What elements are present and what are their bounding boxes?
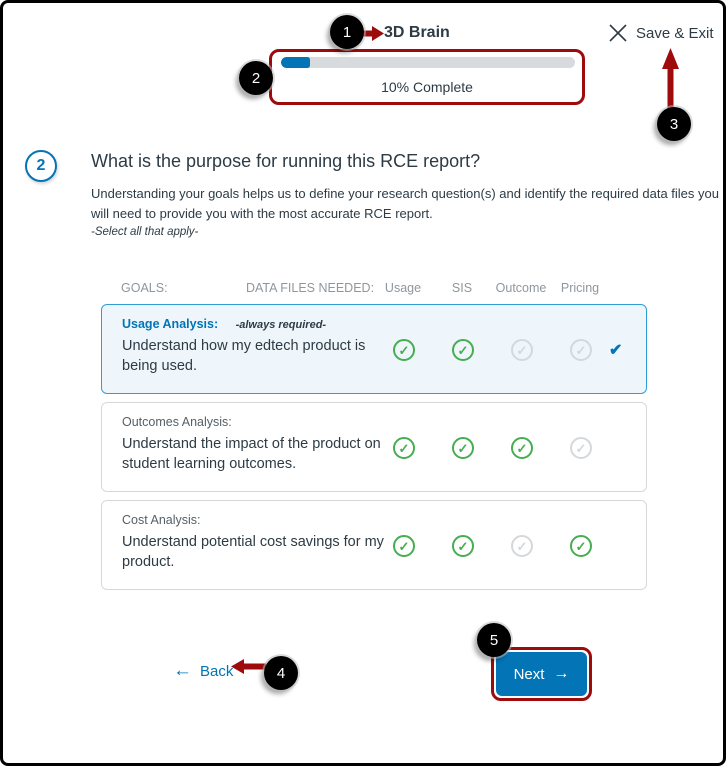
next-annotation-box xyxy=(491,647,592,701)
pricing-check-icon xyxy=(570,535,592,557)
usage-check-icon xyxy=(393,437,415,459)
goals-table xyxy=(101,279,647,598)
close-icon[interactable] xyxy=(609,24,627,42)
usage-check-icon xyxy=(393,535,415,557)
goal-card-cost-analysis[interactable] xyxy=(101,500,647,590)
annotation-badge-5: 5 xyxy=(477,623,511,657)
back-label: Back xyxy=(200,663,234,680)
progress-annotation-box xyxy=(269,49,585,105)
back-button[interactable] xyxy=(173,662,233,681)
annotation-arrow-left-icon xyxy=(231,659,266,674)
goals-column-header: GOALS: xyxy=(121,281,168,295)
sis-check-icon xyxy=(452,535,474,557)
goal-card-description: Understand how my edtech product is being used. xyxy=(122,338,366,374)
annotation-arrow-up-icon xyxy=(662,48,679,111)
progress-bar-fill xyxy=(281,57,310,68)
goal-card-title-row xyxy=(122,513,201,527)
question-heading: What is the purpose for running this RCE report? xyxy=(91,151,481,171)
question-description: Understanding your goals helps us to define your research question(s) and identify the required data files you will need to provide you with the most accurate RCE report. xyxy=(91,186,719,222)
annotation-badge-1: 1 xyxy=(330,15,364,49)
outcome-check-icon xyxy=(511,535,533,557)
goal-card-title: Cost Analysis: xyxy=(122,513,201,527)
always-required-tag: -always required- xyxy=(235,319,327,331)
select-all-note: -Select all that apply- xyxy=(91,226,199,238)
save-and-exit-button[interactable]: Save & Exit xyxy=(636,25,714,42)
column-header-sis: SIS xyxy=(451,281,473,295)
data-files-column-header: DATA FILES NEEDED: xyxy=(246,281,375,295)
goal-card-outcomes-analysis[interactable] xyxy=(101,402,647,492)
column-header-pricing: Pricing xyxy=(560,281,600,295)
column-header-usage: Usage xyxy=(384,281,422,295)
next-button[interactable] xyxy=(496,652,587,696)
next-label: Next xyxy=(513,665,545,683)
usage-check-icon xyxy=(393,339,415,361)
next-arrow-icon: → xyxy=(553,665,570,682)
pricing-check-icon xyxy=(570,437,592,459)
goal-card-title-row xyxy=(122,317,326,331)
sis-check-icon xyxy=(452,339,474,361)
goal-card-title: Usage Analysis: xyxy=(122,317,219,331)
goals-table-header xyxy=(101,279,647,304)
outcome-check-icon xyxy=(511,437,533,459)
progress-bar xyxy=(281,57,575,68)
column-header-outcome: Outcome xyxy=(495,281,547,295)
goal-card-title: Outcomes Analysis: xyxy=(122,415,232,429)
outcome-check-icon xyxy=(511,339,533,361)
page-title: 3D Brain xyxy=(384,24,450,41)
goal-card-usage-analysis[interactable] xyxy=(101,304,647,394)
annotation-badge-3: 3 xyxy=(657,107,691,141)
progress-label: 10% Complete xyxy=(381,79,473,95)
selected-check-icon: ✔ xyxy=(609,342,623,359)
annotation-badge-4: 4 xyxy=(264,656,298,690)
back-arrow-icon: ← xyxy=(173,660,192,681)
sis-check-icon xyxy=(452,437,474,459)
goal-card-description: Understand potential cost savings for my product. xyxy=(122,534,384,570)
pricing-check-icon xyxy=(570,339,592,361)
goal-card-description: Understand the impact of the product on student learning outcomes. xyxy=(122,436,381,472)
goal-card-title-row xyxy=(122,415,232,429)
annotation-badge-2: 2 xyxy=(239,61,273,95)
step-number-badge: 2 xyxy=(25,150,57,182)
